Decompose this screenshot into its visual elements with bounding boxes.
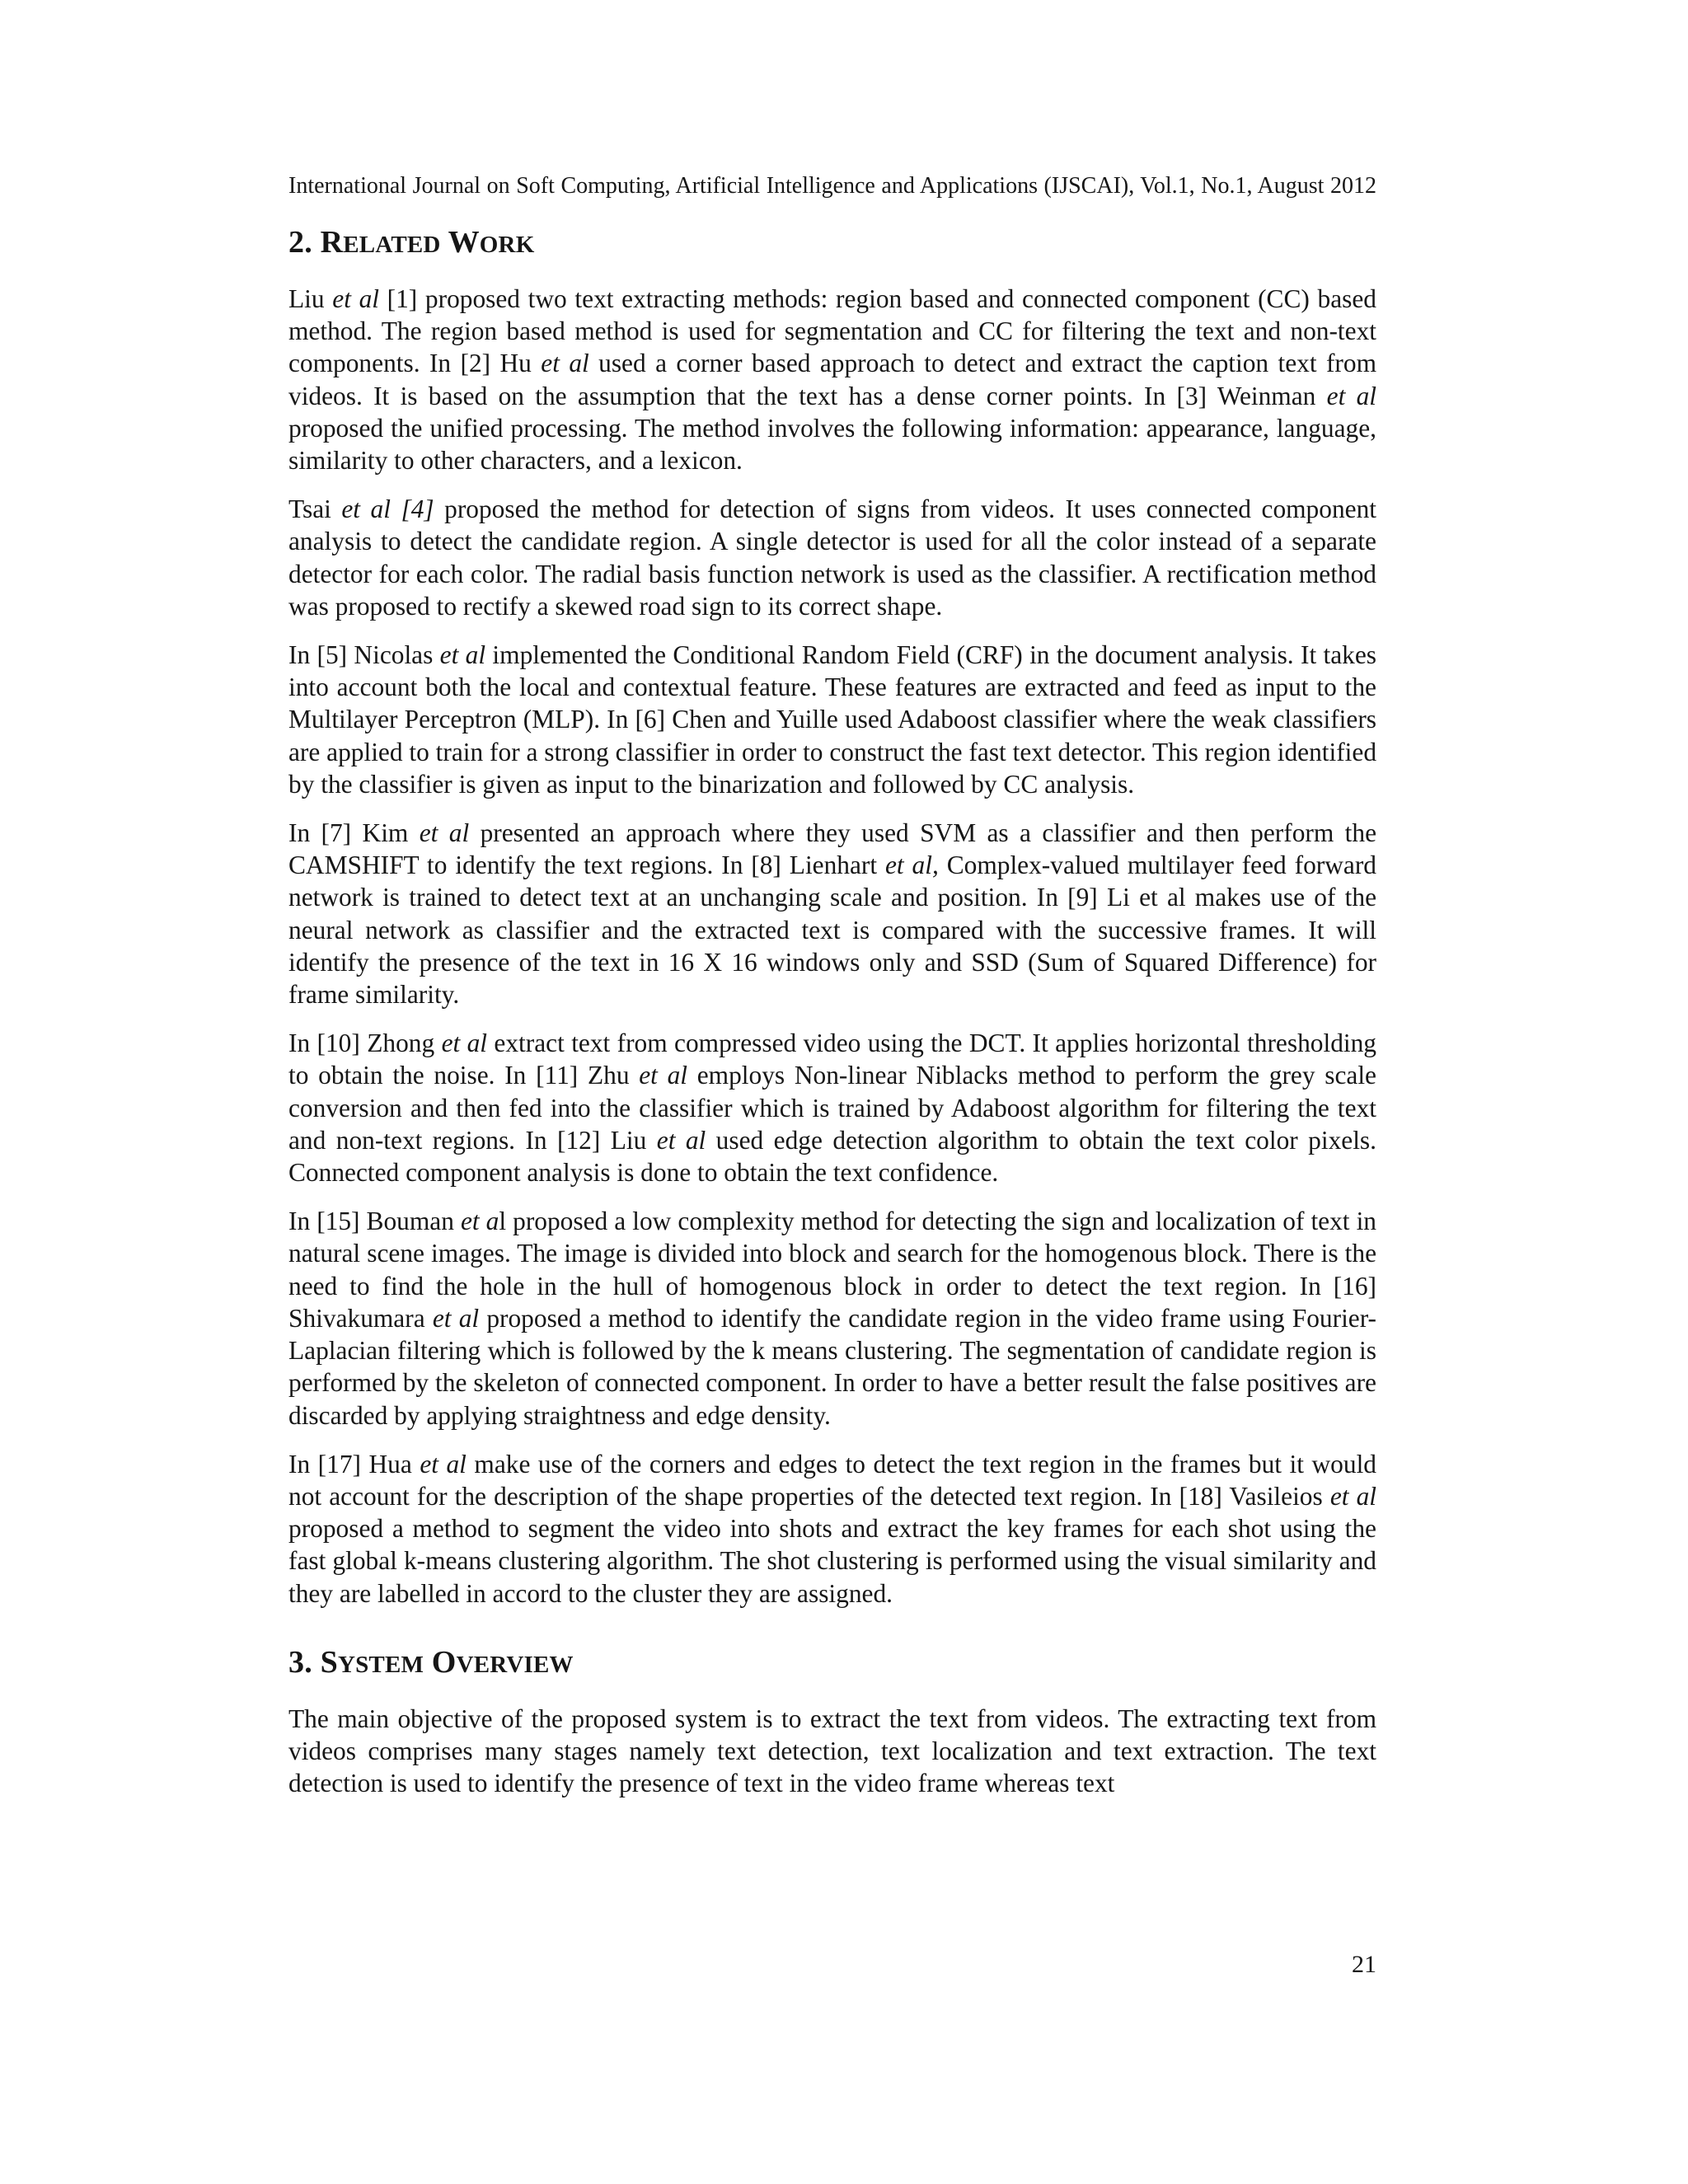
paragraph-related-work-2: Tsai et al [4] proposed the method for detection of signs from videos. It uses connected component analysis to detect the candidate region. A single detector is used for all the color instead of a separate detector for each color. The radial basis function network is used as the classifier. A rectification method was proposed to rectify a skewed road sign to its correct shape. (288, 494, 1376, 621)
paragraph-related-work-3: In [5] Nicolas et al implemented the Conditional Random Field (CRF) in the document analysis. It takes into account both the local and contextual feature. These features are extracted and feed as input to the Multilayer Perceptron (MLP). In [6] Chen and Yuille used Adaboost classifier where the weak classifiers are applied to train for a strong classifier in order to construct the fast text detector. This region identified by the classifier is given as input to the binarization and followed by CC analysis. (288, 640, 1377, 799)
paragraph-related-work-1: Liu et al [1] proposed two text extracting methods: region based and connected component (CC) based method. The region based method is used for segmentation and CC for filtering the text and non-text components. In [2] Hu et al used a corner based approach to detect and extract the caption text from videos. It is based on the assumption that the text has a dense corner points. In [3] Weinman et al proposed the unified processing. The method involves the following information: appearance, language, similarity to other characters, and a lexicon. (288, 284, 1377, 476)
section-heading-related-work: 2. RELATED WORK (288, 225, 535, 260)
paragraph-related-work-4: In [7] Kim et al presented an approach where they used SVM as a classifier and then perform the CAMSHIFT to identify the text regions. In [8] Lienhart et al, Complex-valued multilayer feed forward network is trained to detect text at an unchanging scale and position. In [9] Li et al makes use of the neural network as classifier and the extracted text is compared with the successive frames. It will identify the presence of the text in 16 X 16 windows only and SSD (Sum of Squared Difference) for frame similarity. (288, 818, 1377, 1010)
running-header: International Journal on Soft Computing, Artificial Intelligence and Applications (IJSCAI), Vol.1, No.1, August 2012 (288, 173, 1376, 199)
paragraph-related-work-5: In [10] Zhong et al extract text from compressed video using the DCT. It applies horizontal thresholding to obtain the noise. In [11] Zhu et al employs Non-linear Niblacks method to perform the grey scale conversion and then fed into the classifier which is trained by Adaboost algorithm for filtering the text and non-text regions. In [12] Liu et al used edge detection algorithm to obtain the text color pixels. Connected component analysis is done to obtain the text confidence. (288, 1029, 1377, 1188)
page-body (288, 171, 1376, 1799)
page-number: 21 (1352, 1951, 1376, 1978)
section-heading-system-overview: 3. SYSTEM OVERVIEW (288, 1644, 574, 1680)
paragraph-system-overview-1: The main objective of the proposed system is to extract the text from videos. The extracting text from videos comprises many stages namely text detection, text localization and text extraction. The text detection is used to identify the presence of text in the video frame whereas text (288, 1704, 1376, 1798)
paragraph-related-work-7: In [17] Hua et al make use of the corners and edges to detect the text region in the frames but it would not account for the description of the shape properties of the detected text region. In [18] Vasileios et al proposed a method to segment the video into shots and extract the key frames for each shot using the fast global k-means clustering algorithm. The shot clustering is performed using the visual similarity and they are labelled in accord to the cluster they are assigned. (288, 1449, 1376, 1608)
paragraph-related-work-6: In [15] Bouman et al proposed a low complexity method for detecting the sign and localization of text in natural scene images. The image is divided into block and search for the homogenous block. There is the need to find the hole in the hull of homogenous block in order to detect the text region. In [16] Shivakumara et al proposed a method to identify the candidate region in the video frame using Fourier- Laplacian filtering which is followed by the k means clustering. The segmentation of candidate region is performed by the skeleton of connected component. In order to have a better result the false positives are discarded by applying straightness and edge density. (288, 1207, 1376, 1430)
